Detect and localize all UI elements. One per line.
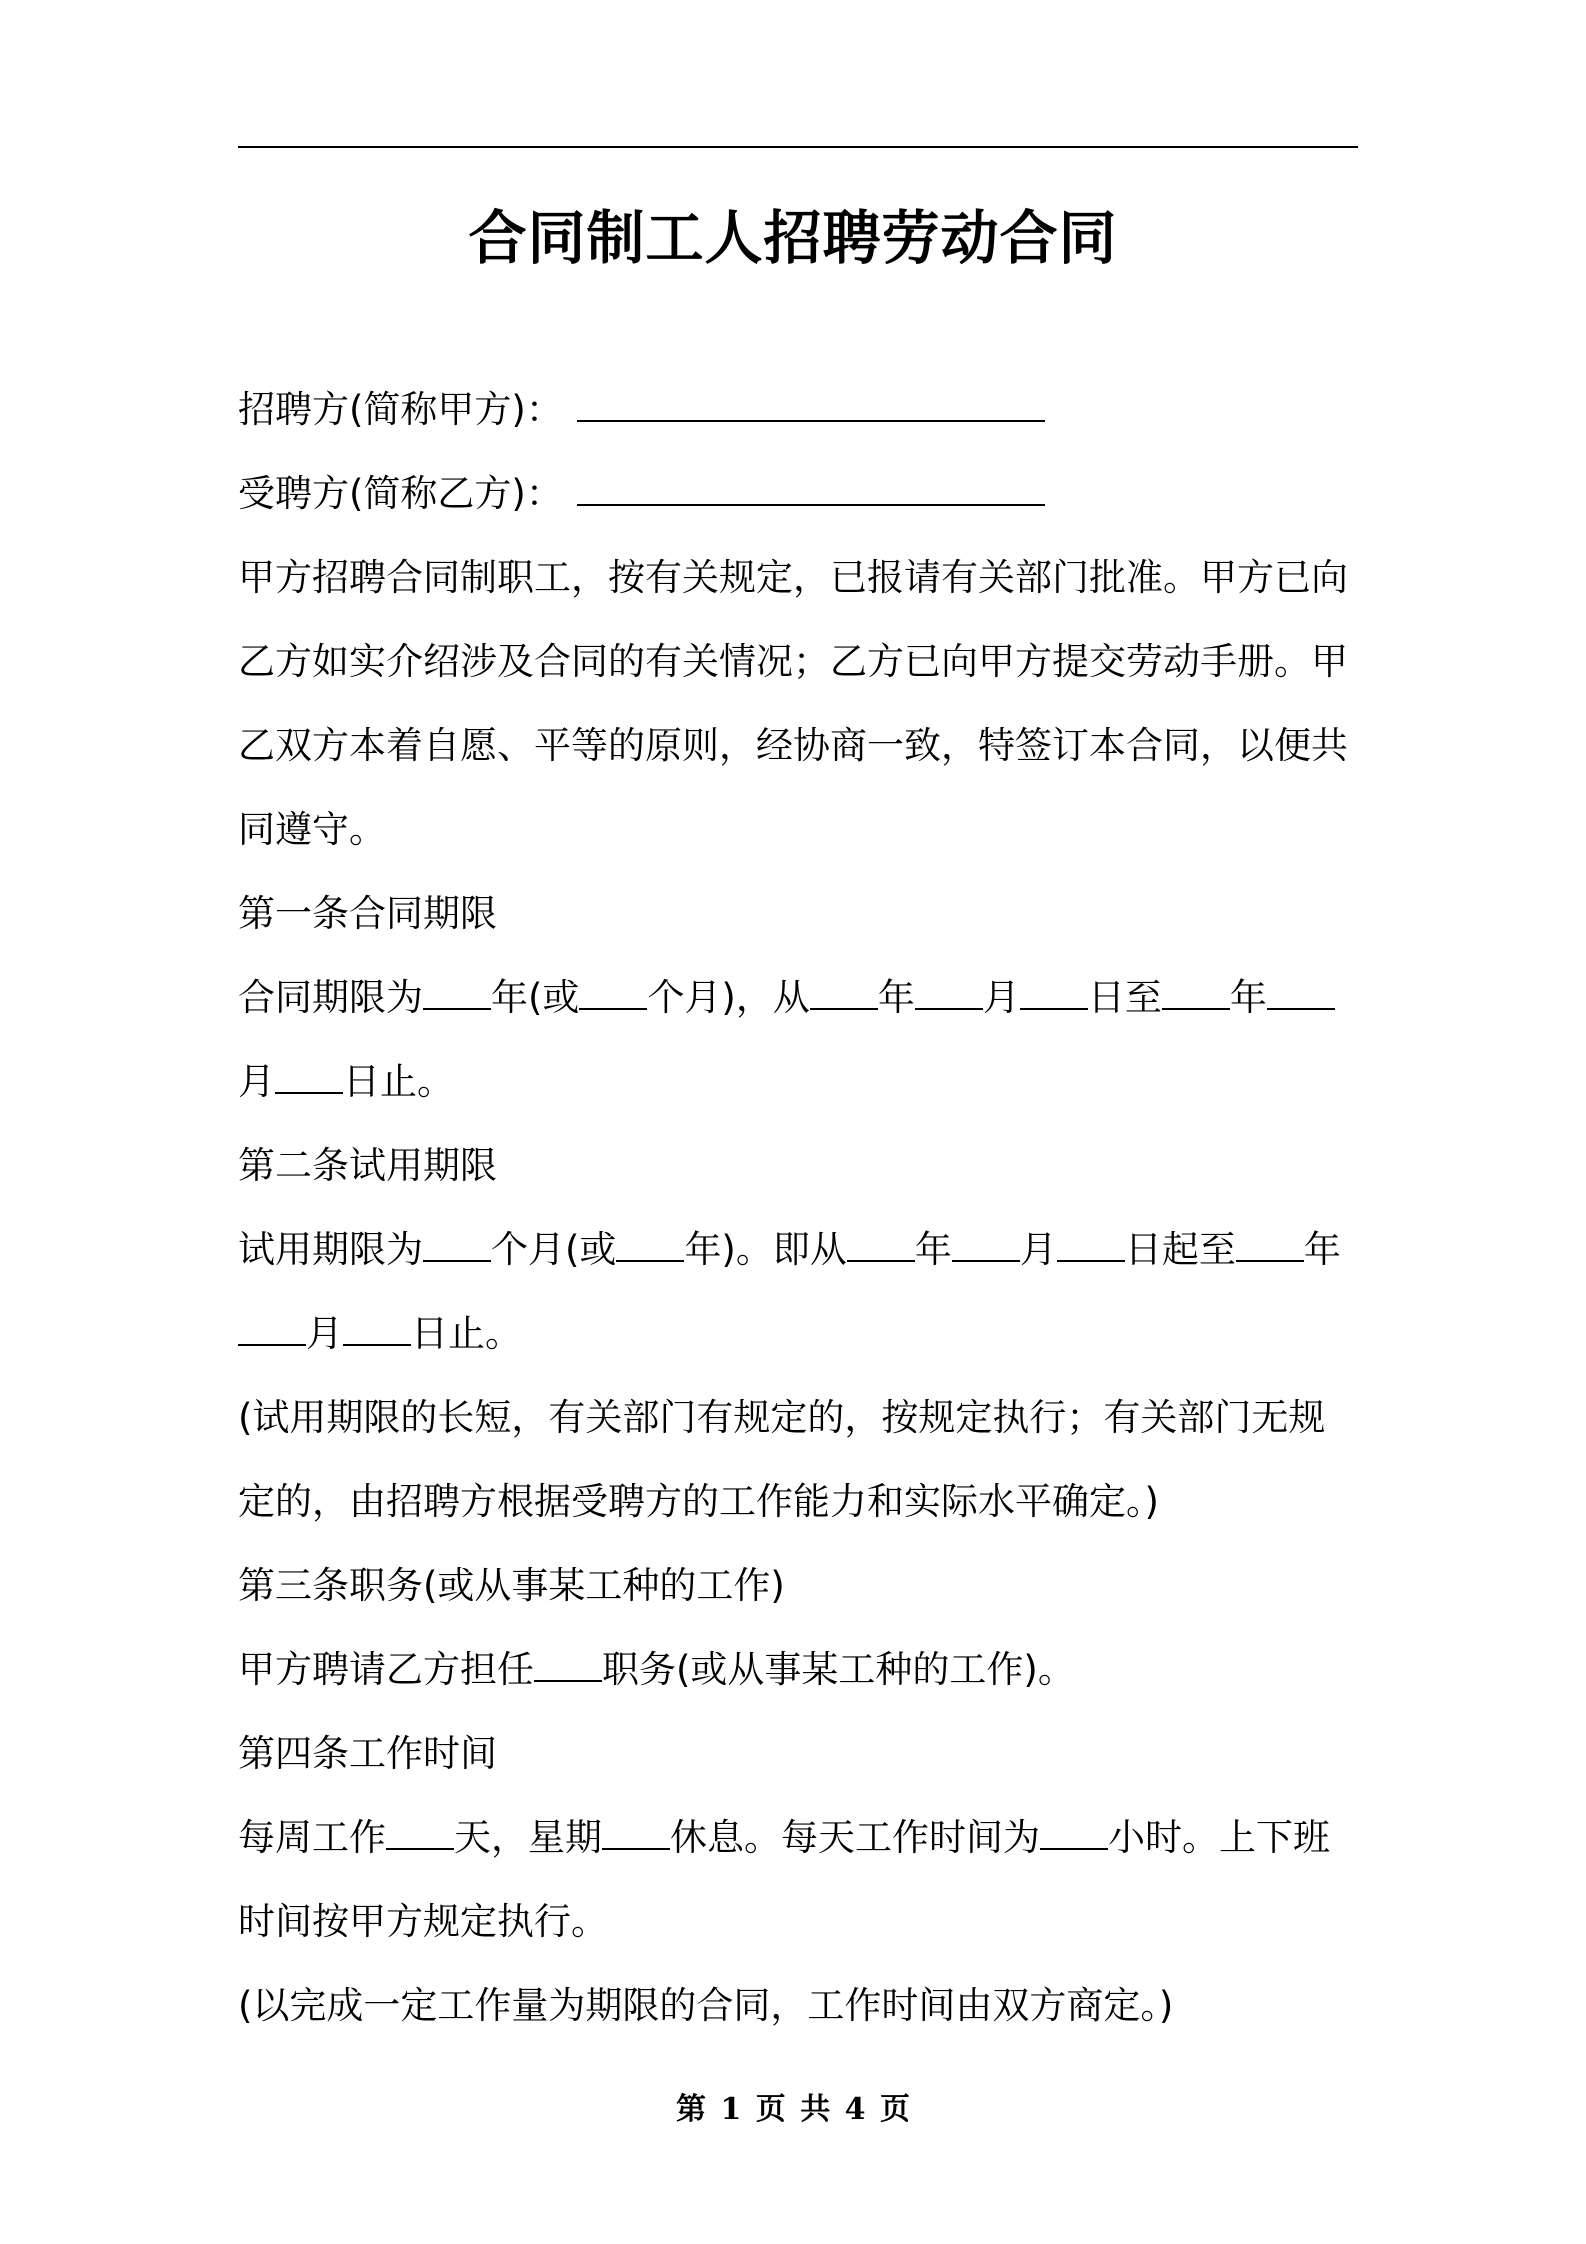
end-month-blank <box>1267 980 1335 1010</box>
article4-text: 天，星期 <box>454 1816 602 1859</box>
term-months-blank <box>579 980 647 1010</box>
article4-text: 休息。每天工作时间为 <box>670 1816 1040 1859</box>
employee-label: 受聘方(简称乙方)： <box>238 472 563 515</box>
term-years-blank <box>423 980 491 1010</box>
probation-end-year-blank <box>1236 1232 1304 1262</box>
document-title: 合同制工人招聘劳动合同 <box>468 204 1118 272</box>
article3-line-1 <box>238 1628 1360 1712</box>
article2-text: 日止。 <box>411 1312 522 1355</box>
article2-text: 年 <box>914 1228 952 1271</box>
article4-heading: 第四条工作时间 <box>238 1732 497 1775</box>
article2-text: 年)。即从 <box>684 1228 847 1271</box>
intro-line-4: 同遵守。 <box>238 808 386 851</box>
article2-note-line-1: (试用期限的长短，有关部门有规定的，按规定执行；有关部门无规 <box>238 1396 1326 1439</box>
article4-line-1 <box>238 1796 1360 1880</box>
probation-start-day-blank <box>1057 1232 1125 1262</box>
employer-blank <box>577 392 1045 422</box>
article3-text: 甲方聘请乙方担任 <box>238 1648 534 1691</box>
article4-text: 小时。上下班 <box>1108 1816 1330 1859</box>
employer-line <box>238 368 1360 452</box>
page-number: 第 1 页 共 4 页 <box>676 2092 910 2127</box>
probation-start-month-blank <box>952 1232 1020 1262</box>
article1-text: 日止。 <box>343 1060 454 1103</box>
article3-text: 职务(或从事某工种的工作)。 <box>602 1648 1075 1691</box>
intro-line-3: 乙双方本着自愿、平等的原则，经协商一致，特签订本合同，以便共 <box>238 724 1348 767</box>
article1-heading: 第一条合同期限 <box>238 892 497 935</box>
article2-heading: 第二条试用期限 <box>238 1144 497 1187</box>
probation-end-month-blank <box>238 1316 306 1346</box>
intro-line-1: 甲方招聘合同制职工，按有关规定，已报请有关部门批准。甲方已向 <box>238 556 1348 599</box>
article2-text: 个月(或 <box>491 1228 617 1271</box>
end-day-blank <box>275 1064 343 1094</box>
article1-text: 年 <box>877 976 915 1019</box>
work-hours-blank <box>1040 1820 1108 1850</box>
article3-heading: 第三条职务(或从事某工种的工作) <box>238 1564 785 1607</box>
article2-note-line-2: 定的，由招聘方根据受聘方的工作能力和实际水平确定。) <box>238 1480 1159 1523</box>
article4-note: (以完成一定工作量为期限的合同，工作时间由双方商定。) <box>238 1984 1174 2027</box>
probation-start-year-blank <box>847 1232 915 1262</box>
article1-text: 月 <box>982 976 1020 1019</box>
article1-text: 合同期限为 <box>238 976 423 1019</box>
work-days-blank <box>386 1820 454 1850</box>
start-day-blank <box>1020 980 1088 1010</box>
document-body <box>238 368 1360 2048</box>
article2-text: 月 <box>1019 1228 1057 1271</box>
end-year-blank <box>1162 980 1230 1010</box>
article2-text: 日起至 <box>1124 1228 1236 1271</box>
employee-blank <box>577 476 1045 506</box>
probation-months-blank <box>423 1232 491 1262</box>
employee-line <box>238 452 1360 536</box>
article2-text: 月 <box>306 1312 343 1355</box>
article2-line-1 <box>238 1208 1360 1292</box>
intro-line-2: 乙方如实介绍涉及合同的有关情况；乙方已向甲方提交劳动手册。甲 <box>238 640 1348 683</box>
article2-text: 年 <box>1303 1228 1341 1271</box>
header-rule <box>238 146 1358 148</box>
start-month-blank <box>915 980 983 1010</box>
article4-text: 每周工作 <box>238 1816 386 1859</box>
rest-day-blank <box>602 1820 670 1850</box>
probation-years-blank <box>616 1232 684 1262</box>
article1-text: 月 <box>238 1060 275 1103</box>
article2-line-2 <box>238 1292 1360 1376</box>
article2-text: 试用期限为 <box>238 1228 423 1271</box>
article1-text: 日至 <box>1087 976 1162 1019</box>
article1-line-2 <box>238 1040 1360 1124</box>
employer-label: 招聘方(简称甲方)： <box>238 388 563 431</box>
probation-end-day-blank <box>343 1316 411 1346</box>
article1-text: 个月)，从 <box>647 976 810 1019</box>
article1-text: 年(或 <box>491 976 580 1019</box>
article1-text: 年 <box>1229 976 1267 1019</box>
position-blank <box>534 1652 602 1682</box>
article1-line-1 <box>238 956 1360 1040</box>
start-year-blank <box>810 980 878 1010</box>
article4-line-2: 时间按甲方规定执行。 <box>238 1900 608 1943</box>
